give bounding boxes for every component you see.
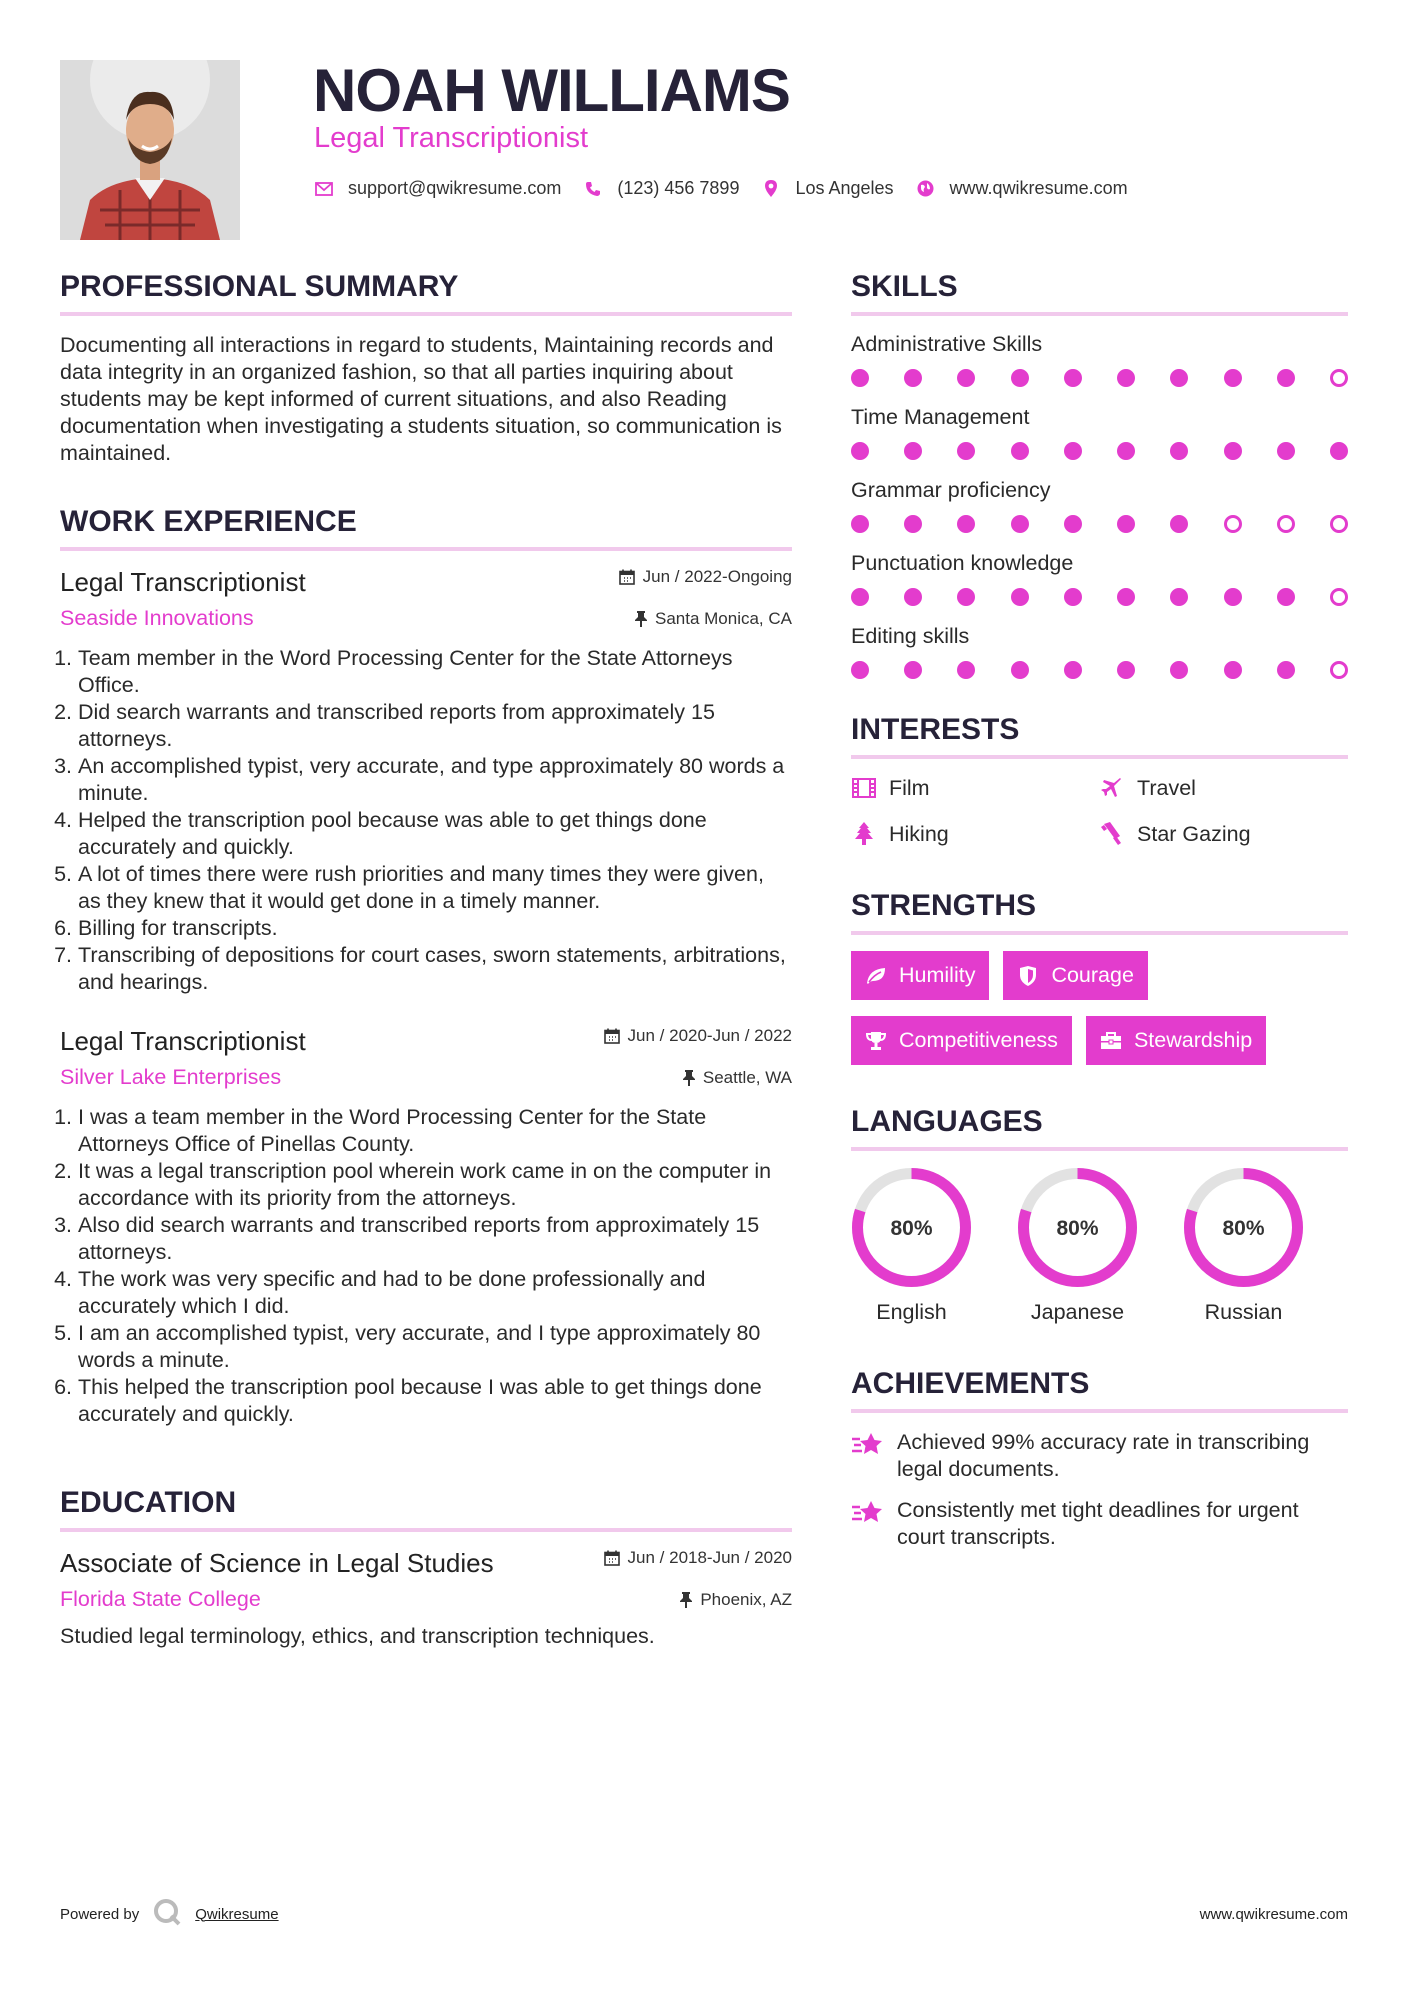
skills-heading: SKILLS	[851, 270, 1348, 316]
list-item: 2. Did search warrants and transcribed reports from approximately 15 attorneys.	[78, 699, 792, 753]
degree-title: Associate of Science in Legal Studies	[60, 1548, 494, 1578]
rating-dot-filled	[904, 588, 922, 606]
rating-dot-empty	[1330, 515, 1348, 533]
rating-dot-filled	[904, 442, 922, 460]
list-item: 5. A lot of times there were rush priorities and many times they were given, as they knew that it would get done in a timely manner.	[78, 861, 792, 915]
location-text: Los Angeles	[795, 178, 894, 198]
job-title: Legal Transcriptionist	[60, 1026, 306, 1056]
rating-dot-filled	[1224, 588, 1242, 606]
strength-tag: Courage	[1003, 951, 1147, 1000]
strengths-heading: STRENGTHS	[851, 889, 1348, 935]
strength-tag: Stewardship	[1086, 1016, 1266, 1065]
interest-item: Hiking	[851, 821, 1099, 847]
calendar-icon	[604, 1550, 620, 1566]
trophy-icon	[865, 1030, 887, 1052]
education-location: Phoenix, AZ	[680, 1590, 792, 1610]
list-item: 4. The work was very specific and had to be done professionally and accurately which I did.	[78, 1266, 792, 1320]
rating-dot-filled	[1277, 661, 1295, 679]
list-item: 3. Also did search warrants and transcribed reports from approximately 15 attorneys.	[78, 1212, 792, 1266]
rating-dot-filled	[851, 369, 869, 387]
briefcase-icon	[1100, 1030, 1122, 1052]
rating-dot-filled	[1170, 588, 1188, 606]
skill-rating	[851, 588, 1348, 606]
language-progress-ring	[851, 1167, 972, 1288]
rating-dot-filled	[957, 588, 975, 606]
skills-list	[851, 332, 1348, 679]
shield-icon	[1017, 965, 1039, 987]
list-item: 4. Helped the transcription pool because was able to get things done accurately and quickly.	[78, 807, 792, 861]
powered-by: Powered by Qwikresume	[60, 1898, 279, 1930]
rating-dot-filled	[1064, 661, 1082, 679]
skill-item	[851, 478, 1348, 533]
rating-dot-filled	[1117, 515, 1135, 533]
list-item: 5. I am an accomplished typist, very accurate, and I type approximately 80 words a minute.	[78, 1320, 792, 1374]
right-column	[851, 270, 1348, 1565]
rating-dot-filled	[1224, 442, 1242, 460]
job-location: Seattle, WA	[683, 1068, 792, 1088]
rating-dot-filled	[1277, 442, 1295, 460]
website-text: www.qwikresume.com	[949, 178, 1128, 198]
education-date: Jun / 2018-Jun / 2020	[604, 1548, 792, 1568]
interests-list	[851, 775, 1348, 847]
achievement-item: Consistently met tight deadlines for urgent court transcripts.	[851, 1497, 1348, 1551]
language-name: English	[876, 1300, 947, 1324]
school-name: Florida State College	[60, 1587, 261, 1611]
language-item	[1017, 1167, 1138, 1325]
telescope-icon	[1099, 821, 1125, 847]
rating-dot-filled	[957, 369, 975, 387]
job-bullets	[60, 645, 792, 996]
interest-item: Film	[851, 775, 1099, 801]
rating-dot-filled	[1064, 369, 1082, 387]
languages-heading: LANGUAGES	[851, 1105, 1348, 1151]
rating-dot-filled	[957, 661, 975, 679]
rating-dot-filled	[1224, 661, 1242, 679]
rating-dot-filled	[1170, 369, 1188, 387]
job-bullets	[60, 1104, 792, 1428]
plane-icon	[1099, 775, 1125, 801]
list-item: 6. This helped the transcription pool because I was able to get things done accurately and quickly.	[78, 1374, 792, 1428]
rating-dot-filled	[1011, 369, 1029, 387]
skill-rating	[851, 442, 1348, 460]
skill-rating	[851, 661, 1348, 679]
rating-dot-filled	[1170, 515, 1188, 533]
interest-item: Travel	[1099, 775, 1347, 801]
rating-dot-filled	[1170, 661, 1188, 679]
rating-dot-filled	[1011, 442, 1029, 460]
globe-icon	[916, 179, 936, 199]
skill-item	[851, 405, 1348, 460]
education-heading: EDUCATION	[60, 1486, 792, 1532]
language-percent: 80%	[1222, 1217, 1265, 1240]
contact-bar	[314, 178, 1150, 199]
rating-dot-filled	[1330, 442, 1348, 460]
language-item	[1183, 1167, 1304, 1325]
rating-dot-empty	[1330, 588, 1348, 606]
achievement-item: Achieved 99% accuracy rate in transcribing legal documents.	[851, 1429, 1348, 1483]
education-description: Studied legal terminology, ethics, and transcription techniques.	[60, 1624, 655, 1648]
rating-dot-empty	[1330, 369, 1348, 387]
rating-dot-filled	[851, 515, 869, 533]
language-progress-ring	[1183, 1167, 1304, 1288]
contact-website[interactable]	[916, 178, 1128, 199]
rating-dot-filled	[1224, 369, 1242, 387]
shooting-star-icon	[851, 1431, 885, 1461]
rating-dot-filled	[957, 442, 975, 460]
language-name: Japanese	[1030, 1300, 1125, 1324]
skill-name: Punctuation knowledge	[851, 551, 1074, 575]
qwikresume-link[interactable]: Qwikresume	[195, 1905, 279, 1923]
profile-photo	[60, 60, 240, 240]
email-text: support@qwikresume.com	[348, 178, 562, 198]
list-item: 1. Team member in the Word Processing Center for the State Attorneys Office.	[78, 645, 792, 699]
rating-dot-filled	[1064, 588, 1082, 606]
language-percent: 80%	[1056, 1217, 1099, 1240]
rating-dot-filled	[1117, 369, 1135, 387]
shooting-star-icon	[851, 1499, 885, 1529]
skill-item	[851, 332, 1348, 387]
list-item: 7. Transcribing of depositions for court cases, sworn statements, arbitrations, and hearings.	[78, 942, 792, 996]
rating-dot-filled	[957, 515, 975, 533]
leaf-icon	[865, 965, 887, 987]
strengths-list	[851, 951, 1348, 1065]
list-item: 6. Billing for transcripts.	[78, 915, 792, 942]
language-percent: 80%	[890, 1217, 933, 1240]
contact-phone[interactable]	[583, 178, 739, 199]
achievements-heading: ACHIEVEMENTS	[851, 1367, 1348, 1413]
rating-dot-filled	[1277, 369, 1295, 387]
skill-item	[851, 624, 1348, 679]
rating-dot-filled	[1117, 442, 1135, 460]
rating-dot-filled	[851, 442, 869, 460]
list-item: 1. I was a team member in the Word Processing Center for the State Attorneys Office of Pinellas County.	[78, 1104, 792, 1158]
job-company: Silver Lake Enterprises	[60, 1065, 282, 1089]
map-pin-icon	[761, 179, 781, 199]
language-progress-ring	[1017, 1167, 1138, 1288]
phone-icon	[583, 179, 603, 199]
pushpin-icon	[680, 1592, 692, 1608]
job-title: Legal Transcriptionist	[60, 567, 306, 597]
calendar-icon	[619, 569, 635, 585]
job-entry-1	[60, 567, 792, 996]
footer-website[interactable]: www.qwikresume.com	[1199, 1905, 1348, 1923]
list-item: 3. An accomplished typist, very accurate, and type approximately 80 words a minute.	[78, 753, 792, 807]
skill-name: Time Management	[851, 405, 1030, 429]
job-location: Santa Monica, CA	[635, 609, 792, 629]
contact-email[interactable]	[314, 178, 561, 199]
candidate-name: NOAH WILLIAMS	[313, 57, 790, 124]
achievements-list	[851, 1429, 1348, 1551]
rating-dot-filled	[1064, 442, 1082, 460]
rating-dot-filled	[1064, 515, 1082, 533]
contact-location	[761, 178, 893, 199]
rating-dot-filled	[1011, 588, 1029, 606]
envelope-icon	[314, 179, 334, 199]
strength-tag: Competitiveness	[851, 1016, 1072, 1065]
interest-item: Star Gazing	[1099, 821, 1347, 847]
rating-dot-filled	[1277, 588, 1295, 606]
list-item: 2. It was a legal transcription pool wherein work came in on the computer in accordance with its priority from the attorneys.	[78, 1158, 792, 1212]
rating-dot-empty	[1277, 515, 1295, 533]
rating-dot-filled	[904, 515, 922, 533]
skill-name: Administrative Skills	[851, 332, 1043, 356]
strength-tag: Humility	[851, 951, 989, 1000]
film-icon	[851, 775, 877, 801]
pushpin-icon	[635, 611, 647, 627]
skill-rating	[851, 369, 1348, 387]
summary-heading: PROFESSIONAL SUMMARY	[60, 270, 792, 316]
rating-dot-empty	[1224, 515, 1242, 533]
phone-text: (123) 456 7899	[617, 178, 740, 198]
skill-item	[851, 551, 1348, 606]
skill-name: Grammar proficiency	[851, 478, 1051, 502]
footer	[60, 1898, 1348, 1930]
left-column	[60, 270, 792, 1679]
rating-dot-filled	[1170, 442, 1188, 460]
interests-heading: INTERESTS	[851, 713, 1348, 759]
language-item	[851, 1167, 972, 1325]
candidate-title: Legal Transcriptionist	[314, 122, 589, 154]
rating-dot-filled	[1011, 515, 1029, 533]
summary-text: Documenting all interactions in regard to students, Maintaining records and data integrity in an organized fashion, so that all parties inquiring about students may be kept informed of current situations, and also Reading documentation when investigating a students situation, so communication is maintained.	[60, 333, 782, 465]
pushpin-icon	[683, 1070, 695, 1086]
rating-dot-filled	[851, 661, 869, 679]
rating-dot-filled	[904, 661, 922, 679]
rating-dot-filled	[1117, 661, 1135, 679]
skill-rating	[851, 515, 1348, 533]
skill-name: Editing skills	[851, 624, 970, 648]
job-date: Jun / 2022-Ongoing	[619, 567, 792, 587]
rating-dot-filled	[1011, 661, 1029, 679]
language-name: Russian	[1204, 1300, 1283, 1324]
rating-dot-empty	[1330, 661, 1348, 679]
job-date: Jun / 2020-Jun / 2022	[604, 1026, 792, 1046]
languages-list	[851, 1167, 1348, 1325]
tree-icon	[851, 821, 877, 847]
qwikresume-logo-icon	[153, 1898, 181, 1930]
rating-dot-filled	[904, 369, 922, 387]
rating-dot-filled	[851, 588, 869, 606]
experience-heading: WORK EXPERIENCE	[60, 505, 792, 551]
rating-dot-filled	[1117, 588, 1135, 606]
education-entry	[60, 1548, 792, 1649]
job-company: Seaside Innovations	[60, 606, 254, 630]
calendar-icon	[604, 1028, 620, 1044]
job-entry-2	[60, 1026, 792, 1428]
